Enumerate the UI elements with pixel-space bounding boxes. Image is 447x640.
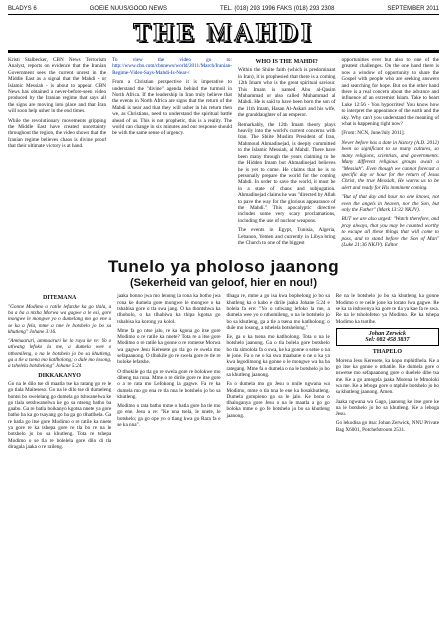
section-heading: DIKKAKANYO <box>38 372 81 379</box>
paragraph: Jaaka ngwana wa Gago, jaanong ke itse gore ke na le botshelo jo bo sa khutleng. Ke a leboga Jesu. <box>335 398 439 418</box>
top-col-1 <box>8 57 106 251</box>
paragraph: Never before has a date in history (A.D. 2012) been so significant to so many cultures, so many religions, scientists, and governments. Many different religious groups await a "Messiah". Even though we cannot forecast a specific day or hour for the return of Jesus Christ, the true Messiah, He warns us to be alert and ready for His imminent coming. <box>341 139 439 191</box>
video-link[interactable]: To view the video go to: http://www.cbn.com/cbnnews/world/2011/March/Iranian-Regime-Video-Says-Mahdi-Is-Near-/ <box>112 57 232 76</box>
lower-col-1 <box>8 293 111 453</box>
scripture-quote: "Gonne Modimo o ratile lefatshe ka go tlala, a ba a ba a ntsha Morwa wa gagwe a le esi, gore mongwe le mongwe yo o dumelang mo go ene a se ka a fela, mme a nne le botshelo jo bo sa khutleng" Johane 3:16. <box>8 303 112 335</box>
scripture-quote: "Ammaaruri, ammaaruri ke lo raya ke re: Yo o utlwang lefoko la me, a dumela wee o nthomileng, o na le botshelo jo bo sa khutleng, ga a tle a tsena mo katlholong; o dule mo losong, a tshelela botshelong" Johane 5:24. <box>8 338 112 370</box>
paragraph: O tlhokile go tla go re swela gore re bolokwe mo dibeng tsa rona. Mme o re dirile gore re itse gore o a re rata mo Lefokong la gagwe. Fa re ka dumela mo go ena re tla nna le botshelo jo bo sa khutleng. <box>117 368 221 400</box>
paragraph: Morena Jesu Keresete, ka kopo mphitlhela. Ke a go itse ka gonne o nthatile. Ke dumela gore o nswetse mo sefapaanong gore o duelele dibe tsa me. Ke a go amogela jaaka Morena le Mmoloki wa me. Ke a leboga gore o mphile botshelo jo bo sa khutleng jaanong. Amen. <box>335 357 439 396</box>
paragraph: From a Christian perspective it is imperative to understand the "divine" agenda behind the turmoil in North Africa. If the leadership in Iran truly believe that the events in North Africa are signs that the return of the Mahdi is near and that they will usher in his return then we, as Christians, need to understand the spiritual battle ahead of us. This is not prophetic, this is a reality. The world can change in six minutes and our response should be with the same sense of urgency. <box>112 79 232 137</box>
section-heading: THAPELO <box>372 349 403 356</box>
page-header <box>8 6 439 15</box>
top-col-3 <box>238 57 336 251</box>
publication-name: GOEIE NUUS/GOOD NEWS <box>89 6 168 12</box>
top-col-2 <box>112 57 232 251</box>
top-article <box>8 57 439 251</box>
lower-col-2 <box>117 293 220 453</box>
paragraph: While the revolutionary movements gripping the Middle East have created uncertainty throughout the region, the video shows that the Iranian regime believes chaos is divine proof that their ultimate victory is at hand. <box>8 117 107 150</box>
article-subheadline: (Sekerheid van geloof, hier en nou!) <box>129 277 318 290</box>
paragraph: Kristi Stalbecker, CBN News Terrorism Analyst, reports on evidence that the Iranian Government sees the current unrest in the Middle East as a signal that the Mahdi - or Islamic Messiah - is about to appear. CBN News has obtained a never-before-seen video produced by the Iranian regime that says all the signs are moving into place and that Iran will soon help usher in the end times. <box>8 57 107 115</box>
contact-address: Go lekodisa go itsa: Johan Zerwick, NNU Private Bag X6001, Potchefstroom 2531. <box>335 420 439 433</box>
paragraph: BUT we are also urged: "Watch therefore, and pray always, that you may be counted worthy to escape all these things that will come to pass, and to stand before the Son of Man" (Luke 21:36 NKJV). Editor <box>341 216 439 248</box>
page-number: BLADYS 6 <box>8 6 37 12</box>
paragraph: Remarkably, the 12th Imam theory plays heavily into the world's current concerns with Iran. The Shiite Muslim President of Iran, Mahmoud Ahmadinejad, is deeply committed to the Islamic Messiah, al Mahdi. There have been many through the years claiming to be the Hidden Imam but Ahmadinejad believes he is yet to come. He claims that he is to personally prepare the world for the coming Mahdi. In order to save the world, it must be in a state of chaos and subjugation. Ahmadinejad claims he was "directed by Allah to pave the way for the glorious appearance of the Mahdi." This apocalyptic directive includes some very scary proclamations, including the use of nuclear weapons. <box>237 121 336 224</box>
top-col-4 <box>341 57 439 251</box>
paragraph: Re na le botshelo jo bo sa khutleng ka gonne Modimo o re neile jone ka lorato lwa gagwe. Re se ka ra itshwenya ka gore re tla ya kae fa re swa. Re na le tsholofetso ya Modimo. Re ka tshepa Modimo ka tsotlhe. <box>335 293 439 325</box>
paragraph: jaaka bonno jwa mo lenong la rona ka botho jwa rona ke dumela gore mongwe le mongwe o ka tshabisa gore o tla swa jang. O ka thontshwa ka tlhobolo, o ka tlhabiwa ka thipa kgotsa go tshabisa ka korong ya kolol. <box>117 293 221 325</box>
paragraph: Within the Shiite faith (which is predominant in Iran), it is prophesied that there is a coming 12th Imam who is the great spiritual saviour. This Imam is named Abu al-Qasim Muhammad or also called Muhammad al Mahdi. He is said to have been born the son of the 11th Imam, Hasan Al-Askari and his wife, the granddaughter of an emperor. <box>237 67 336 119</box>
article-headline: Tunelo ya pholoso jaanong <box>107 257 340 277</box>
issue-date: SEPTEMBER 2011 <box>387 6 439 12</box>
lower-article <box>8 293 439 453</box>
paragraph: Ee, ga o ka tsena mo katlholong. Tota o na le botshelo jaanong. Ga o tla bolela gore botshelo bo tla simolola fa o swa, ke ka gonne o setse o na le jone. Fa o ne o ka swa maabane o ne o ka ya kwa legodimong ka gonne o le mongwe wa ba ba rategang. Mme fa o dumela o na le botshelo jo bo sa khutleng jaanong. <box>226 334 330 378</box>
paragraph: Fa o dumela mo go Jesu o nnile ngwana wa Modimo, mme o tla nna le ene ka bosakhutleng. Dumela gompieno go sa le jalo. Ke bona o tlhaloganya gore Jesu o na le maatla a go go boloka mme o go fe botshelo jo bo sa khutleng jaanong. <box>226 381 330 419</box>
paragraph: Modimo o rata batho mme o batla gore ba tle mo go ene. Jesu a re: "Ke nna tsela, le nnete, le botshelo; ga go ope yo o tlang kwa go Rara fa e se ka nna". <box>117 403 221 429</box>
author-box <box>336 328 439 347</box>
section-heading: DITEMANA <box>42 295 77 302</box>
paragraph: Go na le dilo tse di maatla tse ka ratang go re le go tlala Maiteseso. Go na le dilo tse di dumeleng bontsi bo swelelang go dumela go tshwanelwa ke go tlala setshwanelwa ke go sa ntseng batho ba gaabo. Ga re batla boikanyo kgotsa nnete ya gore batho ba ka go tsayang go ba ga go tlhatlhela. Ga re batla go itse gore Modimo o re ratile ka nnete ya gore re ka tshepa gore re tla bo re na le botshelo jo bo sa khutleng. Tota re tshepa Modimo o se tla re bolelela gore dilo di tla diragala jaaka o re raileng. <box>8 380 112 450</box>
paragraph: tlhaga re, mme a go isa kwa bophelong jo bo sa khutleng ka o kabo e dirile jaaka Johane 5:24 e bolela fa ere: "Yo o utlwang lefoko la me, a dumela wee yo o nthomileng, o na le botshelo jo bo sa khutleng, ga a tle a tsena mo katlholong; o dule mo losong, a tshelela botshelong." <box>226 293 330 331</box>
lower-col-3 <box>227 293 330 453</box>
top-right-block <box>238 57 439 251</box>
paragraph: The events in Egypt, Tunisia, Algeria, Lebanon, Yemen and currently in Libya bring the Church to one of the biggest <box>237 227 336 246</box>
section-heading: WHO IS THE MAHDI? <box>255 59 318 65</box>
masthead-divider <box>8 50 439 53</box>
paragraph: Mme fa go ntse jalo, re ka kgona go itse gore Modimo o re ratile ka nnete? Tota re a itse gore Modimo o re ratile ka gonne o re rometse Morwa wa gagwe Jesu Keresete go tla go re swela mo sefapaanong. O tlhokile go re swela gore re tle re boloke lefatshe. <box>117 327 221 366</box>
contact-numbers: TEL. (018) 293 1996 FAKS (018) 293 2308 <box>220 6 335 12</box>
source-note: [From: NCN, June/July 2011]. <box>341 130 405 137</box>
author-name: Johan Zerwick <box>368 330 406 337</box>
paragraph: opportunities ever but also to one of the greatest challenges. On the one hand there is now a window of opportunity to share the Gospel with people who are seeking answers and searching for hope. But on the other hand there is a real concern about the advance and influence of an extremist Islam. Take to heart Luke 12:56 - You hypocrites! You know how to interpret the appearance of the earth and the sky. Why can't you understand the meaning of what is happening right now? <box>341 57 439 128</box>
lower-col-4 <box>336 293 439 453</box>
paragraph: "But of that day and hour no one knows, not even the angels in heaven, nor the Son, but only the Father" (Mark 13:32 NKJV). <box>341 194 439 213</box>
author-phone: Sel: 082 458 3837 <box>365 337 410 344</box>
masthead-title: THE MAHDI <box>133 18 314 47</box>
